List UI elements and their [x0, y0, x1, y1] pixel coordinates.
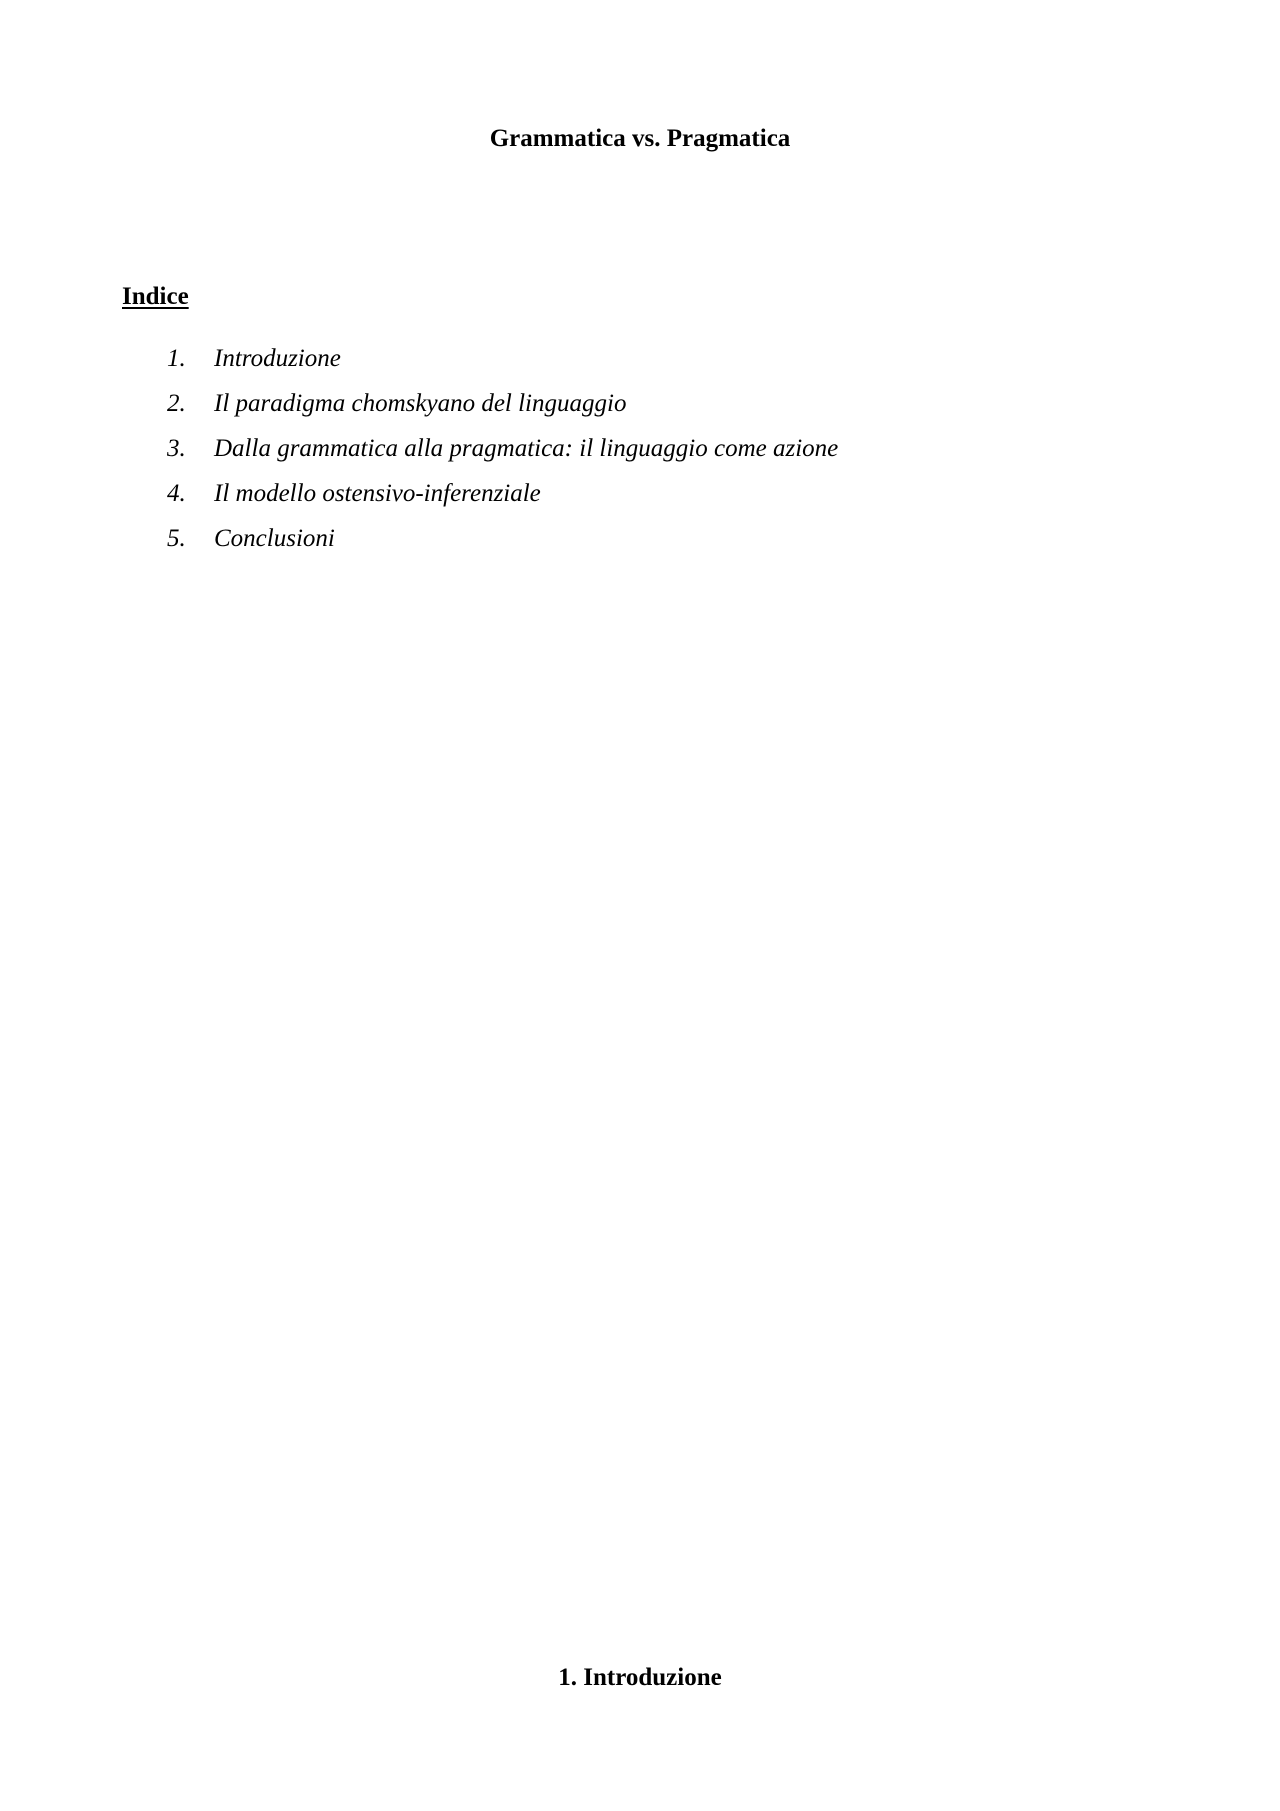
- document-title: Grammatica vs. Pragmatica: [489, 125, 791, 152]
- section-heading: 1. Introduzione: [558, 1664, 722, 1691]
- toc-item-number: 1.: [167, 345, 186, 372]
- toc-item-label: Introduzione: [214, 345, 341, 372]
- toc-heading: Indice: [122, 283, 189, 310]
- toc-item-number: 2.: [167, 390, 186, 417]
- toc-item-number: 3.: [167, 435, 186, 462]
- toc-item-label: Il modello ostensivo-inferenziale: [214, 480, 541, 507]
- toc-item-label: Dalla grammatica alla pragmatica: il linguaggio come azione: [214, 435, 839, 462]
- toc-item-label: Il paradigma chomskyano del linguaggio: [214, 390, 627, 417]
- toc-item-number: 5.: [167, 525, 186, 552]
- toc-item-label: Conclusioni: [214, 525, 335, 552]
- toc-item-number: 4.: [167, 480, 186, 507]
